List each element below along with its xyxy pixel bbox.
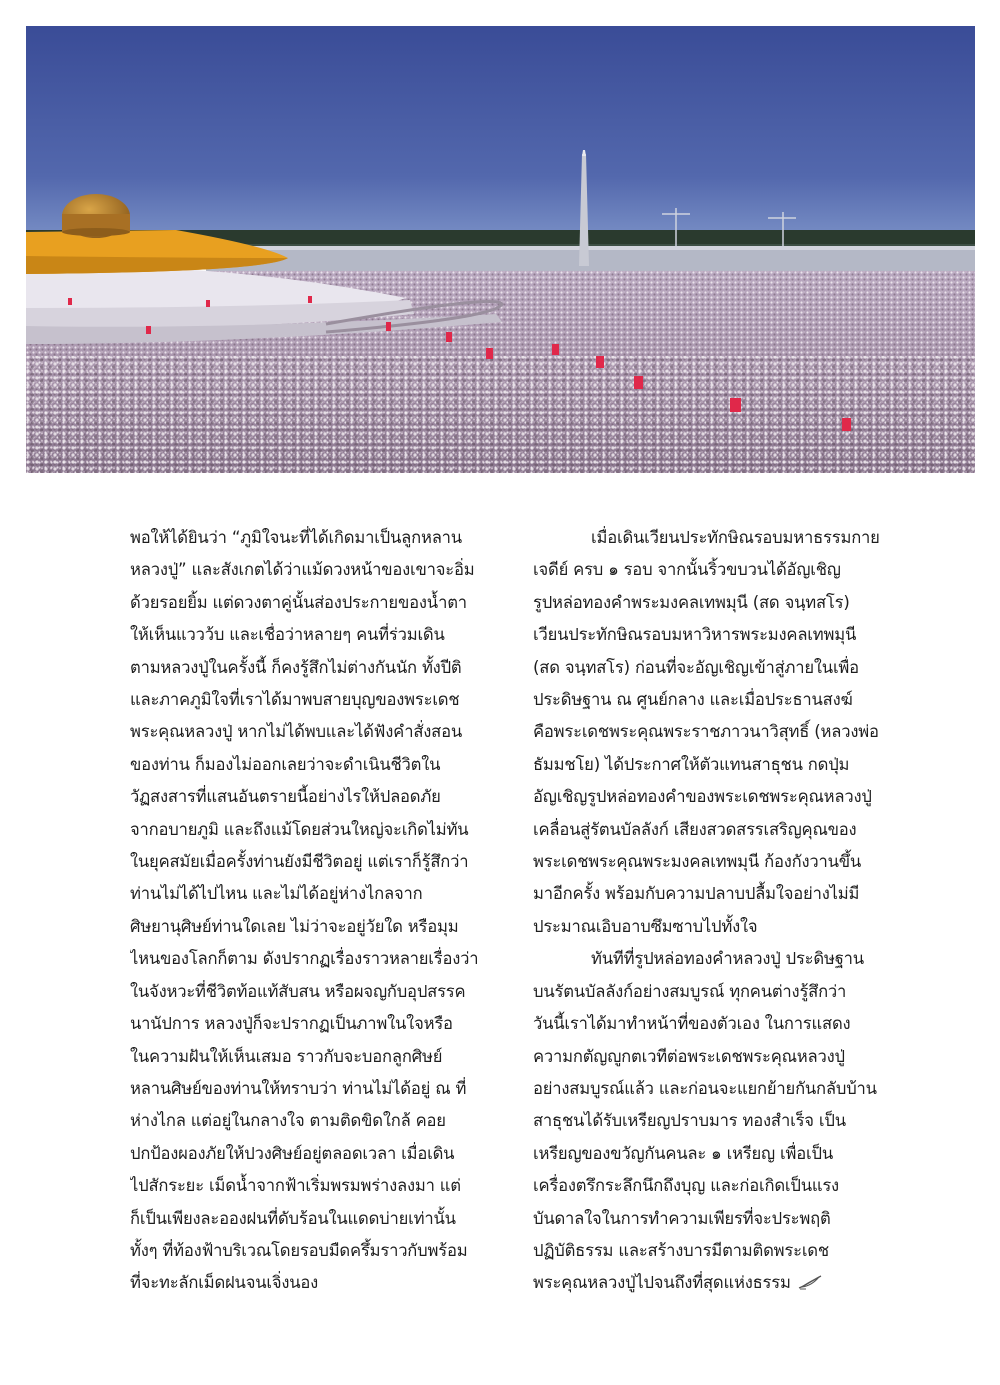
hero-photo xyxy=(26,26,975,473)
text-line: คือพระเดชพระคุณพระราชภาวนาวิสุทธิ์ (หลวงพ่อ xyxy=(533,722,879,742)
text-line: เจดีย์ ครบ ๑ รอบ จากนั้นริ้วขบวนได้อัญเชิญ xyxy=(533,560,841,580)
quill-end-mark-icon xyxy=(797,1274,823,1290)
text-line: จากอบายภูมิ และถึงแม้โดยส่วนใหญ่จะเกิดไม่ทัน xyxy=(130,819,469,839)
text-line: ของท่าน ก็มองไม่ออกเลยว่าจะดำเนินชีวิตใน xyxy=(130,754,441,774)
text-line: ก็เป็นเพียงละอองฝนที่ดับร้อนในแดดบ่ายเท่านั้น xyxy=(130,1208,456,1228)
text-line: (สด จนฺทสโร) ก่อนที่จะอัญเชิญเข้าสู่ภายในเพื่อ xyxy=(533,657,859,677)
left-column xyxy=(130,522,517,1300)
left-paragraph xyxy=(130,522,517,1300)
text-line: ไหนของโลกก็ตาม ดังปรากฏเรื่องราวหลายเรื่องว่า xyxy=(130,949,479,969)
text-line: และภาคภูมิใจที่เราได้มาพบสายบุญของพระเดช xyxy=(130,690,460,710)
text-line: หลานศิษย์ของท่านให้ทราบว่า ท่านไม่ได้อยู่ ณ ที่ xyxy=(130,1078,467,1098)
text-line: นานัปการ หลวงปู่ก็จะปรากฏเป็นภาพในใจหรือ xyxy=(130,1014,453,1034)
text-line: ทั้งๆ ที่ท้องฟ้าบริเวณโดยรอบมืดครึ้มราวกับพร้อม xyxy=(130,1240,468,1260)
text-line: วันนี้เราได้มาทำหน้าที่ของตัวเอง ในการแสดง xyxy=(533,1014,851,1034)
text-line: ปฏิบัติธรรม และสร้างบารมีตามติดพระเดช xyxy=(533,1240,829,1260)
text-line: บนรัตนบัลลังก์อย่างสมบูรณ์ ทุกคนต่างรู้สึกว่า xyxy=(533,981,847,1001)
text-line: ในยุคสมัยเมื่อครั้งท่านยังมีชีวิตอยู่ แต่เราก็รู้สึกว่า xyxy=(130,852,469,872)
right-paragraph-1 xyxy=(533,522,920,943)
right-column xyxy=(533,522,920,1300)
text-line: ในจังหวะที่ชีวิตท้อแท้สับสน หรือผจญกับอุปสรรค xyxy=(130,981,466,1001)
text-line: เครื่องตรึกระลึกนึกถึงบุญ และก่อเกิดเป็นแรง xyxy=(533,1176,839,1196)
text-line: ความกตัญญูกตเวทีต่อพระเดชพระคุณหลวงปู่ xyxy=(533,1046,845,1066)
text-line: สาธุชนได้รับเหรียญปราบมาร ทองสำเร็จ เป็น xyxy=(533,1111,846,1131)
right-paragraph-2 xyxy=(533,943,920,1299)
text-line: อย่างสมบูรณ์แล้ว และก่อนจะแยกย้ายกันกลับบ้าน xyxy=(533,1078,877,1098)
text-line: ไปสักระยะ เม็ดน้ำจากฟ้าเริ่มพรมพร่างลงมา แต่ xyxy=(130,1176,461,1196)
text-line: หลวงปู่” และสังเกตได้ว่าแม้ดวงหน้าของเขาจะอิ่ม xyxy=(130,560,475,580)
text-line: รูปหล่อทองคำพระมงคลเทพมุนี (สด จนฺทสโร) xyxy=(533,592,850,612)
text-line: ท่านไม่ได้ไปไหน และไม่ได้อยู่ห่างไกลจาก xyxy=(130,884,423,904)
temple-crowd-photo-icon xyxy=(26,26,975,473)
text-line: ปกป้องผองภัยให้ปวงศิษย์อยู่ตลอดเวลา เมื่อเดิน xyxy=(130,1143,455,1163)
text-line: พอให้ได้ยินว่า “ภูมิใจนะที่ได้เกิดมาเป็นลูกหลาน xyxy=(130,528,462,547)
text-line: ตามหลวงปู่ในครั้งนี้ ก็คงรู้สึกไม่ต่างกันนัก ทั้งปีติ xyxy=(130,657,462,677)
text-line: พระคุณหลวงปู่ หากไม่ได้พบและได้ฟังคำสั่งสอน xyxy=(130,722,463,742)
text-line: มาอีกครั้ง พร้อมกับความปลาบปลื้มใจอย่างไม่มี xyxy=(533,884,860,904)
text-line: ด้วยรอยยิ้ม แต่ดวงตาคู่นั้นส่องประกายของน้ำตา xyxy=(130,592,467,612)
text-line: ห่างไกล แต่อยู่ในกลางใจ ตามติดขิดใกล้ คอย xyxy=(130,1111,446,1131)
text-line: ประดิษฐาน ณ ศูนย์กลาง และเมื่อประธานสงฆ์ xyxy=(533,690,853,710)
text-line: อัญเชิญรูปหล่อทองคำของพระเดชพระคุณหลวงปู่ xyxy=(533,787,872,807)
text-line: ศิษยานุศิษย์ท่านใดเลย ไม่ว่าจะอยู่วัยใด หรือมุม xyxy=(130,916,459,936)
last-line-text: พระคุณหลวงปู่ไปจนถึงที่สุดแห่งธรรม xyxy=(533,1273,791,1293)
text-line: ในความฝันให้เห็นเสมอ ราวกับจะบอกลูกศิษย์ xyxy=(130,1046,443,1066)
text-line: บันดาลใจในการทำความเพียรที่จะประพฤติ xyxy=(533,1208,831,1228)
text-line: เคลื่อนสู่รัตนบัลลังก์ เสียงสวดสรรเสริญคุณของ xyxy=(533,819,857,839)
text-line: เวียนประทักษิณรอบมหาวิหารพระมงคลเทพมุนี xyxy=(533,625,857,645)
text-line: เมื่อเดินเวียนประทักษิณรอบมหาธรรมกาย xyxy=(591,528,880,547)
text-line: เหรียญของขวัญกันคนละ ๑ เหรียญ เพื่อเป็น xyxy=(533,1143,833,1163)
last-text-line xyxy=(533,1267,920,1299)
text-line: วัฏสงสารที่แสนอันตรายนี้อย่างไรให้ปลอดภัย xyxy=(130,787,441,807)
text-line: ทันทีที่รูปหล่อทองคำหลวงปู่ ประดิษฐาน xyxy=(591,949,864,969)
text-line: พระเดชพระคุณพระมงคลเทพมุนี ก้องกังวานขึ้น xyxy=(533,852,862,872)
text-line: ประมาณเอิบอาบซึมซาบไปทั้งใจ xyxy=(533,916,758,936)
text-line: ธัมมชโย) ได้ประกาศให้ตัวแทนสาธุชน กดปุ่ม xyxy=(533,754,850,774)
text-line: ที่จะทะลักเม็ดฝนจนเจิ่งนอง xyxy=(130,1273,319,1293)
text-line: ให้เห็นแววว้บ และเชื่อว่าหลายๆ คนที่ร่วมเดิน xyxy=(130,625,445,645)
